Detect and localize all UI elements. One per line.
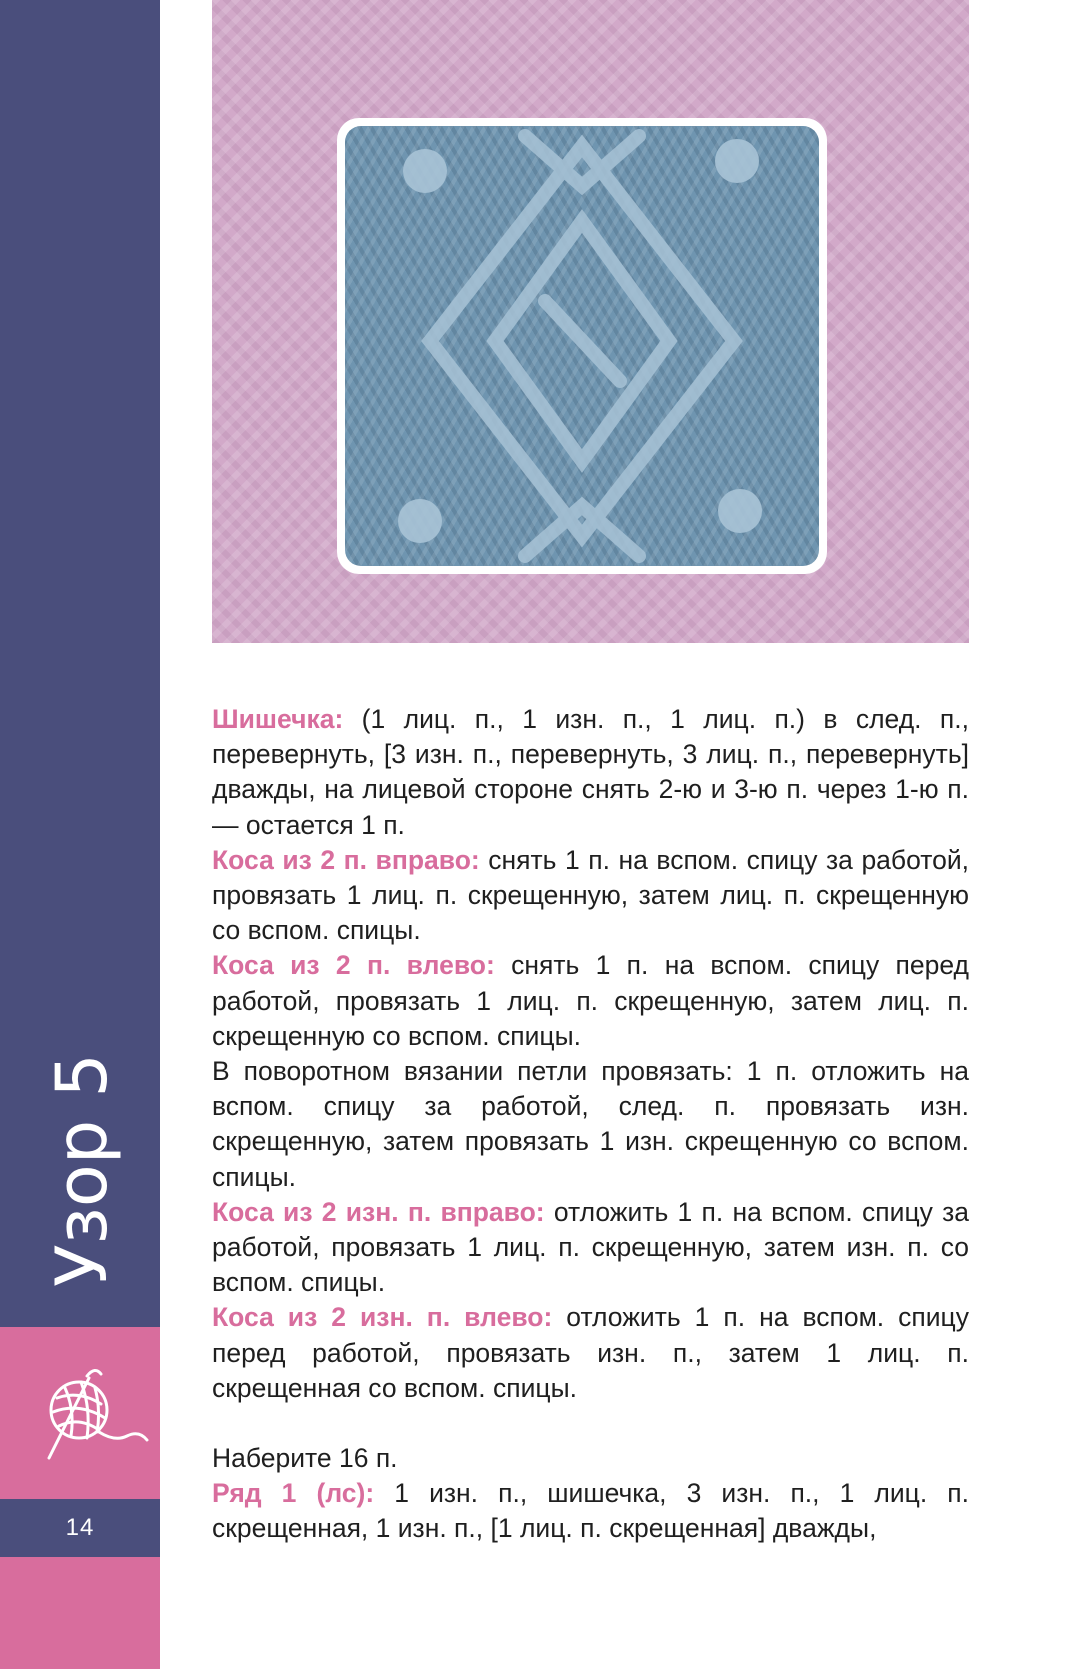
instruction-bobble <box>212 702 969 843</box>
yarn-ball-crochet-hook-icon <box>35 1360 150 1465</box>
instruction-body: 1 изн. п., шишечка, 3 изн. п., 1 лиц. п. скрещенная, 1 изн. п., [1 лиц. п. скрещенная] дважды, <box>212 1478 969 1544</box>
instruction-body: Наберите 16 п. <box>212 1443 398 1474</box>
pattern-title: Узор 5 <box>41 1053 123 1287</box>
sidebar-footer-band <box>0 1557 160 1669</box>
instruction-purl-cable-left <box>212 1300 969 1406</box>
instruction-cast-on <box>212 1441 969 1476</box>
instruction-body: снять 1 п. на вспом. спицу перед работой, провязать 1 лиц. п. скрещенную, затем лиц. п. скрещенную со вспом. спицы. <box>212 950 969 1051</box>
term-purl-cable-left: Коса из 2 изн. п. влево: <box>212 1302 553 1333</box>
instruction-body: отложить 1 п. на вспом. спицу за работой, провязать 1 лиц. п. скрещенную, затем изн. п. со вспом. спицы. <box>212 1196 970 1298</box>
instruction-turned-knitting <box>212 1054 969 1195</box>
paragraph-gap <box>212 1406 969 1441</box>
instruction-row-1 <box>212 1476 969 1546</box>
term-purl-cable-right: Коса из 2 изн. п. вправо: <box>212 1196 545 1227</box>
instruction-body: отложить 1 п. на вспом. спицу перед работой, провязать изн. п., затем 1 лиц. п. скрещенная со вспом. спицы. <box>212 1302 969 1403</box>
instruction-cable-2-left <box>212 948 969 1054</box>
knitted-swatch-photo <box>345 126 819 566</box>
page-number: 14 <box>0 1499 160 1557</box>
instruction-body: снять 1 п. на вспом. спицу за работой, провязать 1 лиц. п. скрещенную, затем лиц. п. скрещенную со вспом. спицы. <box>212 844 969 946</box>
term-cable-2-left: Коса из 2 п. влево: <box>212 950 495 981</box>
term-cable-2-right: Коса из 2 п. вправо: <box>212 844 480 875</box>
term-bobble: Шишечка: <box>212 704 344 734</box>
cable-pattern-illustration <box>345 126 819 566</box>
instructions-text <box>212 702 969 1547</box>
instruction-body: (1 лиц. п., 1 изн. п., 1 лиц. п.) в след. п., перевернуть, [3 изн. п., перевернуть, 3 лиц. п., перевернуть] дважды, на лицевой стороне снять 2-ю и 3-ю п. через 1-ю п. — остается 1 п. <box>212 704 969 840</box>
instruction-body: В поворотном вязании петли провязать: 1 п. отложить на вспом. спицу за работой, след. п. провязать изн. скрещенную, затем провязать 1 изн. скрещенную со вспом. спицы. <box>212 1056 969 1192</box>
instruction-cable-2-right <box>212 843 969 949</box>
instruction-purl-cable-right <box>212 1195 969 1301</box>
term-row-1: Ряд 1 (лс): <box>212 1478 375 1509</box>
